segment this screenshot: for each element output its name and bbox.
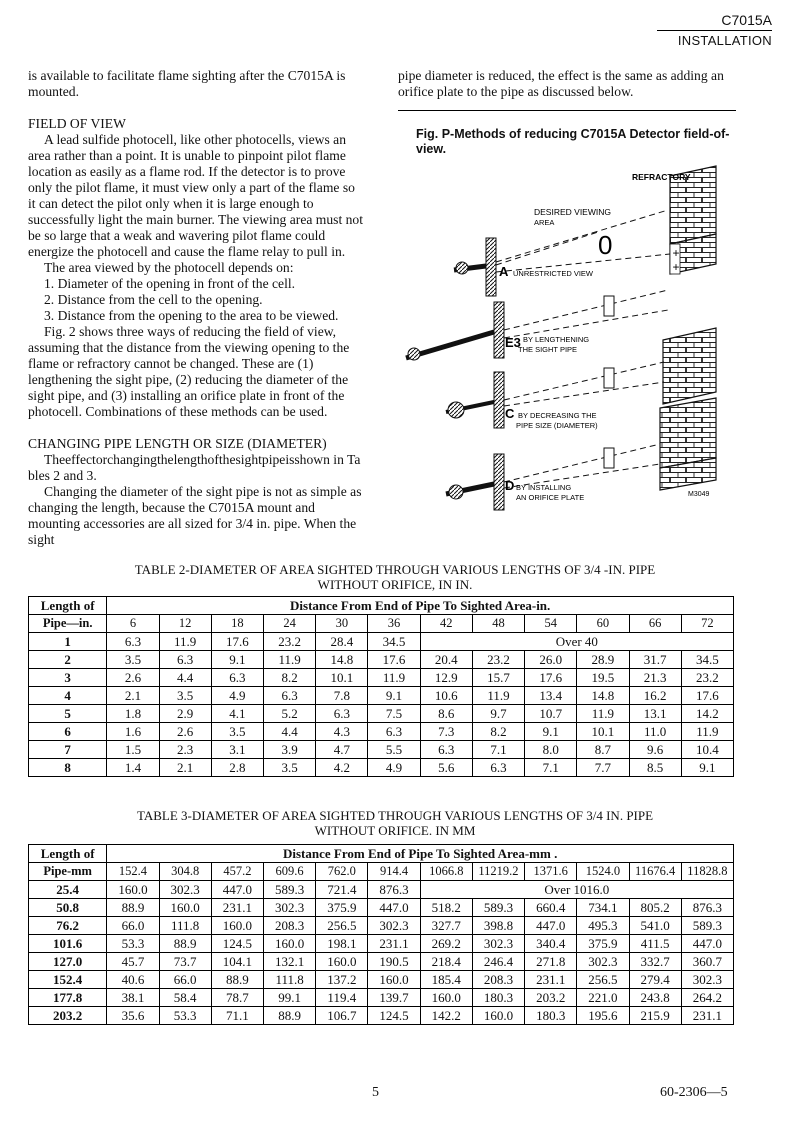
table-cell: 1.6: [107, 723, 159, 741]
row-label: 177.8: [29, 989, 107, 1007]
table-cell: 398.8: [472, 917, 524, 935]
table2-row-header-1: Length of: [29, 597, 107, 615]
table-cell: 6.3: [211, 669, 263, 687]
desired-area-label-2: AREA: [534, 218, 555, 227]
table-cell: 411.5: [629, 935, 681, 953]
table-cell: 106.7: [316, 1007, 368, 1025]
table-cell: 10.1: [316, 669, 368, 687]
table-cell: 279.4: [629, 971, 681, 989]
table-cell: 160.0: [316, 953, 368, 971]
table-cell: 58.4: [159, 989, 211, 1007]
table2-caption: [40, 562, 750, 592]
table-cell: 104.1: [211, 953, 263, 971]
method-b-label-1: BY LENGTHENING: [523, 335, 590, 344]
table-cell: 9.1: [525, 723, 577, 741]
fov-paragraph-3: Fig. 2 shows three ways of reducing the field of view, assuming that the distance from the viewing opening to the flame or refractory cannot be changed. These are (1) lengthening the sight pipe, (2) reducing the diameter of the sight pipe, and (3) installing an orifice plate in front of the photocell. Combinations of these methods can be used.: [28, 324, 350, 419]
table-cell: 111.8: [159, 917, 211, 935]
table-cell: 3.5: [107, 651, 159, 669]
table-cell: 243.8: [629, 989, 681, 1007]
table-cell: 6.3: [472, 759, 524, 777]
table-cell: 160.0: [368, 971, 420, 989]
table-row: [29, 705, 734, 723]
method-c-letter: C: [505, 406, 515, 421]
table-cell: 208.3: [472, 971, 524, 989]
table2-caption-line-1: TABLE 2-DIAMETER OF AREA SIGHTED THROUGH VARIOUS LENGTHS OF 3/4 -IN. PIPE: [134, 562, 656, 577]
table-cell: 660.4: [525, 899, 577, 917]
column-header: 18: [211, 615, 263, 633]
table-cell: 35.6: [107, 1007, 159, 1025]
table-cell: 9.1: [681, 759, 733, 777]
column-header: 72: [681, 615, 733, 633]
table-cell: 4.1: [211, 705, 263, 723]
method-d-label-2: AN ORIFICE PLATE: [516, 493, 585, 502]
table-span-cell: Over 40: [420, 633, 733, 651]
table-cell: 71.1: [211, 1007, 263, 1025]
table-cell: 8.5: [629, 759, 681, 777]
right-column: [398, 68, 736, 157]
table-cell: 9.6: [629, 741, 681, 759]
table-cell: 19.5: [577, 669, 629, 687]
table-cell: 20.4: [420, 651, 472, 669]
table-cell: 246.4: [472, 953, 524, 971]
table-cell: 3.9: [263, 741, 315, 759]
table-cell: 88.9: [211, 971, 263, 989]
fov-list-item-1: 1. Diameter of the opening in front of the cell.: [44, 276, 296, 291]
table-cell: 876.3: [368, 881, 420, 899]
pipe-heading: CHANGING PIPE LENGTH OR SIZE (DIAMETER): [28, 436, 327, 451]
table2-column-header: Distance From End of Pipe To Sighted Area-in.: [107, 597, 734, 615]
table2: [28, 596, 734, 777]
row-label: 6: [29, 723, 107, 741]
table-cell: 876.3: [681, 899, 733, 917]
table-cell: 12.9: [420, 669, 472, 687]
table-cell: 3.5: [263, 759, 315, 777]
table-cell: 447.0: [368, 899, 420, 917]
table-cell: 231.1: [368, 935, 420, 953]
table-cell: 23.2: [472, 651, 524, 669]
method-a-label: UNRESTRICTED VIEW: [513, 269, 594, 278]
table3-caption-line-2: WITHOUT ORIFICE. IN MM: [314, 823, 476, 838]
table-cell: 208.3: [263, 917, 315, 935]
table-cell: 190.5: [368, 953, 420, 971]
table-cell: 16.2: [629, 687, 681, 705]
figure-top-rule: [398, 110, 736, 111]
table-cell: 805.2: [629, 899, 681, 917]
table-cell: 4.4: [263, 723, 315, 741]
table-row: [29, 723, 734, 741]
table-cell: 2.8: [211, 759, 263, 777]
table-cell: 4.3: [316, 723, 368, 741]
table-cell: 1.8: [107, 705, 159, 723]
table-cell: 2.1: [159, 759, 211, 777]
column-header: 11676.4: [629, 863, 681, 881]
table-cell: 302.3: [159, 881, 211, 899]
table-cell: 3.1: [211, 741, 263, 759]
column-header: 1066.8: [420, 863, 472, 881]
column-header: 42: [420, 615, 472, 633]
table-cell: 231.1: [681, 1007, 733, 1025]
table-cell: 1.4: [107, 759, 159, 777]
table-cell: 7.3: [420, 723, 472, 741]
figure-diagram: [398, 162, 736, 524]
row-label: 152.4: [29, 971, 107, 989]
desired-area-symbol: 0: [598, 230, 613, 260]
pipe-paragraph-1: Theeffectorchangingthelengthofthesightpipeisshown in Tables 2 and 3.: [28, 452, 361, 483]
table-cell: 11.9: [681, 723, 733, 741]
model-number: C7015A: [721, 12, 772, 28]
figure-title: Fig. P-Methods of reducing C7015A Detector field-of-view.: [416, 127, 730, 156]
table-cell: 10.1: [577, 723, 629, 741]
row-label: 25.4: [29, 881, 107, 899]
table-cell: 198.1: [316, 935, 368, 953]
continuation-paragraph: pipe diameter is reduced, the effect is the same as adding an orifice plate to the pipe as discussed below.: [398, 68, 724, 99]
table-cell: 9.1: [211, 651, 263, 669]
table-cell: 14.2: [681, 705, 733, 723]
table-cell: 17.6: [525, 669, 577, 687]
method-b-label-2: THE SIGHT PIPE: [518, 345, 578, 354]
table-cell: 66.0: [107, 917, 159, 935]
table-cell: 23.2: [681, 669, 733, 687]
table-cell: 11.9: [263, 651, 315, 669]
table-cell: 14.8: [577, 687, 629, 705]
table-cell: 6.3: [263, 687, 315, 705]
table-cell: 26.0: [525, 651, 577, 669]
table-cell: 271.8: [525, 953, 577, 971]
column-header: 30: [316, 615, 368, 633]
column-header: 11219.2: [472, 863, 524, 881]
pipe-paragraph-2: Changing the diameter of the sight pipe is not as simple as changing the length, because the C7015A mount and mounting accessories are all sized for 3/4 in. pipe. When the sight: [28, 484, 362, 547]
fov-list-item-3: 3. Distance from the opening to the area to be viewed.: [44, 308, 339, 323]
table-cell: 734.1: [577, 899, 629, 917]
column-header: 457.2: [211, 863, 263, 881]
table-cell: 4.4: [159, 669, 211, 687]
table-cell: 10.6: [420, 687, 472, 705]
column-header: 914.4: [368, 863, 420, 881]
table-cell: 132.1: [263, 953, 315, 971]
table-cell: 2.6: [107, 669, 159, 687]
table-cell: 160.0: [263, 935, 315, 953]
table-cell: 23.2: [263, 633, 315, 651]
table-row: [29, 741, 734, 759]
table-cell: 447.0: [525, 917, 577, 935]
table-row: [29, 633, 734, 651]
table-cell: 375.9: [577, 935, 629, 953]
row-label: 127.0: [29, 953, 107, 971]
table-cell: 180.3: [525, 1007, 577, 1025]
table-cell: 302.3: [263, 899, 315, 917]
table-cell: 88.9: [107, 899, 159, 917]
column-header: 24: [263, 615, 315, 633]
table-cell: 88.9: [263, 1007, 315, 1025]
table-cell: 4.7: [316, 741, 368, 759]
table2-row-header-2: Pipe—in.: [29, 615, 107, 633]
table-cell: 88.9: [159, 935, 211, 953]
table-cell: 360.7: [681, 953, 733, 971]
table-cell: 1.5: [107, 741, 159, 759]
table-cell: 195.6: [577, 1007, 629, 1025]
table-row: [29, 971, 734, 989]
table-cell: 45.7: [107, 953, 159, 971]
column-header: 304.8: [159, 863, 211, 881]
table-cell: 99.1: [263, 989, 315, 1007]
table-cell: 11.9: [159, 633, 211, 651]
row-label: 1: [29, 633, 107, 651]
column-header: 762.0: [316, 863, 368, 881]
table-row: [29, 669, 734, 687]
table-cell: 6.3: [316, 705, 368, 723]
table2-caption-line-2: WITHOUT ORIFICE, IN IN.: [317, 577, 473, 592]
table-cell: 66.0: [159, 971, 211, 989]
table-cell: 231.1: [211, 899, 263, 917]
table-cell: 4.9: [211, 687, 263, 705]
header-rule: [657, 30, 772, 31]
table-cell: 541.0: [629, 917, 681, 935]
fov-list-item-2: 2. Distance from the cell to the opening.: [44, 292, 263, 307]
table-cell: 589.3: [681, 917, 733, 935]
column-header: 609.6: [263, 863, 315, 881]
table-cell: 256.5: [577, 971, 629, 989]
refractory-walls: [660, 166, 716, 490]
table-cell: 7.1: [525, 759, 577, 777]
table-row: [29, 687, 734, 705]
table-span-cell: Over 1016.0: [420, 881, 733, 899]
method-b-letter: E3: [505, 335, 521, 350]
table-cell: 119.4: [316, 989, 368, 1007]
table-cell: 7.1: [472, 741, 524, 759]
table-cell: 203.2: [525, 989, 577, 1007]
table-cell: 160.0: [159, 899, 211, 917]
table-cell: 2.9: [159, 705, 211, 723]
table-cell: 11.9: [472, 687, 524, 705]
table-cell: 9.7: [472, 705, 524, 723]
table-cell: 2.3: [159, 741, 211, 759]
method-a-drawing: [454, 210, 670, 296]
table3-row-header-1: Length of: [29, 845, 107, 863]
table-cell: 73.7: [159, 953, 211, 971]
table-cell: 2.6: [159, 723, 211, 741]
method-c-label-2: PIPE SIZE (DIAMETER): [516, 421, 598, 430]
table-cell: 340.4: [525, 935, 577, 953]
table-cell: 302.3: [368, 917, 420, 935]
table-cell: 6.3: [368, 723, 420, 741]
method-d-letter: D: [505, 478, 515, 493]
column-header: 152.4: [107, 863, 159, 881]
row-label: 2: [29, 651, 107, 669]
table-cell: 3.5: [211, 723, 263, 741]
method-c-label-1: BY DECREASING THE: [518, 411, 597, 420]
table-cell: 17.6: [368, 651, 420, 669]
table-cell: 139.7: [368, 989, 420, 1007]
table-cell: 6.3: [159, 651, 211, 669]
table-cell: 53.3: [159, 1007, 211, 1025]
table-row: [29, 953, 734, 971]
table-cell: 8.2: [472, 723, 524, 741]
table-cell: 302.3: [472, 935, 524, 953]
figure-code: M3049: [688, 491, 710, 498]
fov-heading: FIELD OF VIEW: [28, 116, 126, 131]
column-header: 1524.0: [577, 863, 629, 881]
fov-paragraph-1: A lead sulfide photocell, like other photocells, views an area rather than a point. It is unable to pinpoint pilot flame location as easily as a flame rod. If the detector is to prove only the pilot flame, it must view only a part of the flame so it can detect the pilot only when it is large enough to successfully light the main burner. The viewing area must not be so large that a weak and wavering pilot flame could energize the photocell and cause the flame relay to pull in.: [28, 132, 363, 259]
table-cell: 21.3: [629, 669, 681, 687]
page-number: 5: [372, 1085, 379, 1100]
page-header: [657, 12, 772, 48]
svg-text:+: +: [672, 246, 680, 260]
table-cell: 231.1: [525, 971, 577, 989]
column-header: 11828.8: [681, 863, 733, 881]
svg-text:+: +: [672, 260, 680, 274]
table-cell: 721.4: [316, 881, 368, 899]
table-row: [29, 989, 734, 1007]
table3: [28, 844, 734, 1025]
table-cell: 34.5: [368, 633, 420, 651]
method-d-label-1: BY INSTALLING: [516, 483, 572, 492]
table-row: [29, 759, 734, 777]
table-cell: 8.2: [263, 669, 315, 687]
table-cell: 180.3: [472, 989, 524, 1007]
table-cell: 40.6: [107, 971, 159, 989]
table-cell: 375.9: [316, 899, 368, 917]
table-row: [29, 935, 734, 953]
table-cell: 137.2: [316, 971, 368, 989]
table-cell: 78.7: [211, 989, 263, 1007]
table-cell: 160.0: [420, 989, 472, 1007]
column-header: 36: [368, 615, 420, 633]
table-cell: 38.1: [107, 989, 159, 1007]
table-cell: 8.6: [420, 705, 472, 723]
table-cell: 31.7: [629, 651, 681, 669]
table-cell: 17.6: [211, 633, 263, 651]
table-cell: 111.8: [263, 971, 315, 989]
table-row: [29, 1007, 734, 1025]
table-cell: 4.2: [316, 759, 368, 777]
table-cell: 124.5: [211, 935, 263, 953]
table-cell: 495.3: [577, 917, 629, 935]
table-cell: 447.0: [681, 935, 733, 953]
left-column: [28, 68, 363, 548]
table-cell: 6.3: [420, 741, 472, 759]
table-cell: 518.2: [420, 899, 472, 917]
table3-caption-line-1: TABLE 3-DIAMETER OF AREA SIGHTED THROUGH VARIOUS LENGTHS OF 3/4 IN. PIPE: [136, 808, 654, 823]
column-header: 66: [629, 615, 681, 633]
desired-area-label-1: DESIRED VIEWING: [534, 207, 611, 217]
table3-caption: [40, 808, 750, 838]
table-cell: 3.5: [159, 687, 211, 705]
table-cell: 221.0: [577, 989, 629, 1007]
table-cell: 5.6: [420, 759, 472, 777]
table-cell: 589.3: [263, 881, 315, 899]
table-cell: 7.7: [577, 759, 629, 777]
row-label: 3: [29, 669, 107, 687]
row-label: 50.8: [29, 899, 107, 917]
intro-paragraph: is available to facilitate flame sighting after the C7015A is mounted.: [28, 68, 346, 99]
table-cell: 589.3: [472, 899, 524, 917]
section-title: INSTALLATION: [677, 33, 772, 48]
table-cell: 327.7: [420, 917, 472, 935]
table-cell: 34.5: [681, 651, 733, 669]
table-cell: 332.7: [629, 953, 681, 971]
table-cell: 264.2: [681, 989, 733, 1007]
table-cell: 256.5: [316, 917, 368, 935]
table-cell: 9.1: [368, 687, 420, 705]
table-cell: 218.4: [420, 953, 472, 971]
table-row: [29, 881, 734, 899]
row-label: 4: [29, 687, 107, 705]
table-cell: 13.1: [629, 705, 681, 723]
column-header: 48: [472, 615, 524, 633]
table-cell: 5.5: [368, 741, 420, 759]
table-cell: 7.5: [368, 705, 420, 723]
table-row: [29, 917, 734, 935]
table-cell: 7.8: [316, 687, 368, 705]
table-cell: 8.7: [577, 741, 629, 759]
table-cell: 10.4: [681, 741, 733, 759]
table-cell: 302.3: [681, 971, 733, 989]
table-cell: 53.3: [107, 935, 159, 953]
method-a-letter: A: [499, 264, 509, 279]
table-cell: 215.9: [629, 1007, 681, 1025]
table-cell: 447.0: [211, 881, 263, 899]
row-label: 76.2: [29, 917, 107, 935]
table-cell: 269.2: [420, 935, 472, 953]
table-cell: 160.0: [211, 917, 263, 935]
table-cell: 28.4: [316, 633, 368, 651]
table-cell: 14.8: [316, 651, 368, 669]
table-cell: 10.7: [525, 705, 577, 723]
table-cell: 185.4: [420, 971, 472, 989]
row-label: 203.2: [29, 1007, 107, 1025]
table-cell: 11.0: [629, 723, 681, 741]
table-cell: 124.5: [368, 1007, 420, 1025]
row-label: 5: [29, 705, 107, 723]
row-label: 7: [29, 741, 107, 759]
table-cell: 142.2: [420, 1007, 472, 1025]
table3-row-header-2: Pipe-mm: [29, 863, 107, 881]
column-header: 1371.6: [525, 863, 577, 881]
column-header: 12: [159, 615, 211, 633]
table-row: [29, 899, 734, 917]
table-cell: 28.9: [577, 651, 629, 669]
table-cell: 4.9: [368, 759, 420, 777]
table-cell: 2.1: [107, 687, 159, 705]
table-cell: 11.9: [368, 669, 420, 687]
column-header: 6: [107, 615, 159, 633]
table-cell: 8.0: [525, 741, 577, 759]
figure: [398, 162, 736, 524]
table-cell: 11.9: [577, 705, 629, 723]
refractory-label: REFRACTORY: [632, 172, 691, 182]
column-header: 60: [577, 615, 629, 633]
table-cell: 6.3: [107, 633, 159, 651]
table-cell: 160.0: [472, 1007, 524, 1025]
row-label: 101.6: [29, 935, 107, 953]
table-cell: 302.3: [577, 953, 629, 971]
column-header: 54: [525, 615, 577, 633]
document-number: 60-2306—5: [660, 1085, 728, 1100]
table-cell: 13.4: [525, 687, 577, 705]
row-label: 8: [29, 759, 107, 777]
table-cell: 5.2: [263, 705, 315, 723]
table-cell: 15.7: [472, 669, 524, 687]
table-cell: 160.0: [107, 881, 159, 899]
table-cell: 17.6: [681, 687, 733, 705]
table3-column-header: Distance From End of Pipe To Sighted Area-mm .: [107, 845, 734, 863]
fov-paragraph-2: The area viewed by the photocell depends on:: [44, 260, 294, 275]
table-row: [29, 651, 734, 669]
